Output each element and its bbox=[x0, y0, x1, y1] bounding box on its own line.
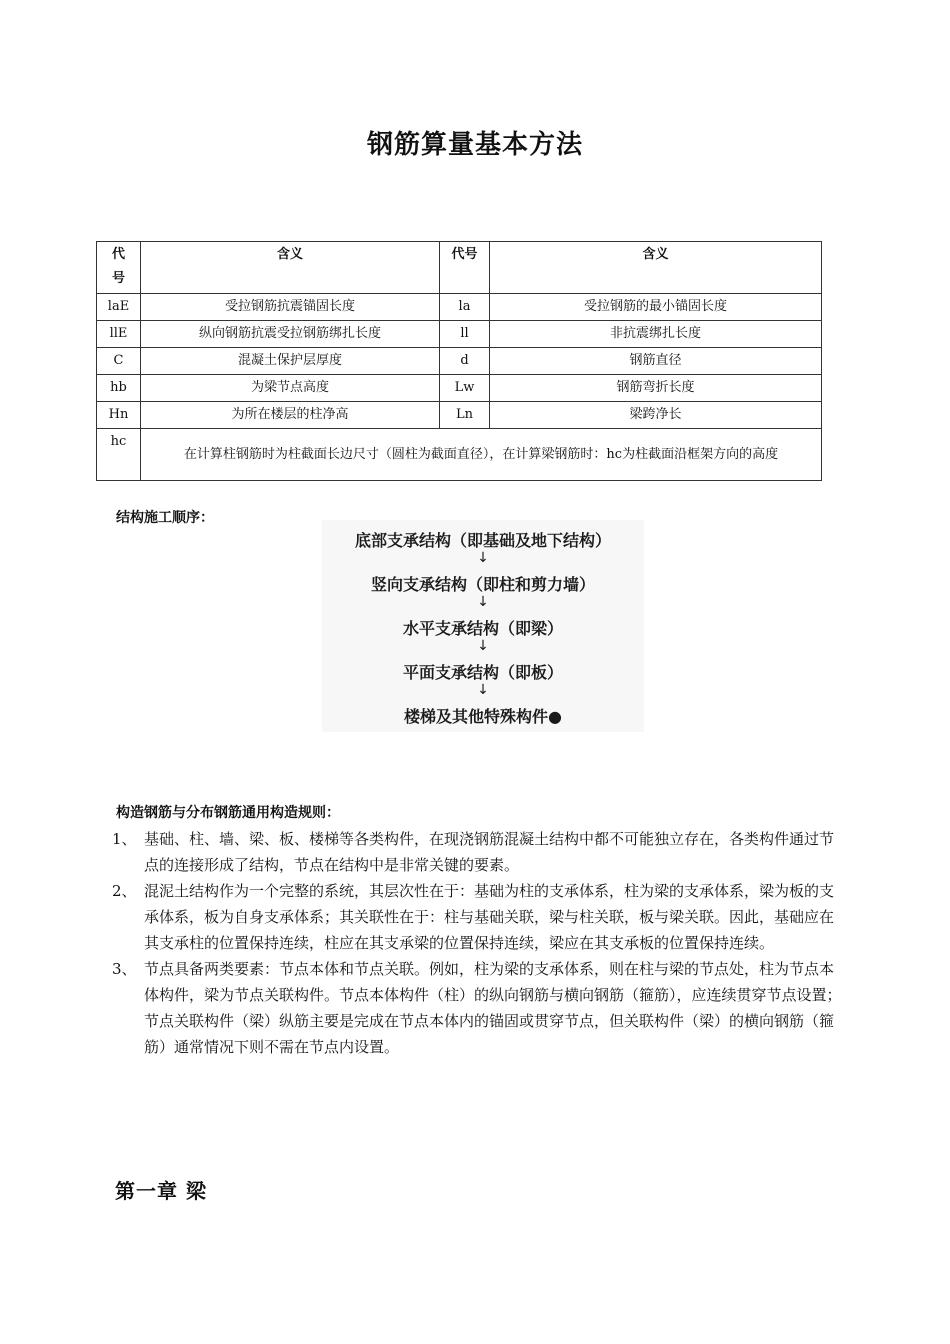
down-arrow-icon: ↓ bbox=[477, 638, 489, 654]
flow-step: 底部支承结构（即基础及地下结构） bbox=[354, 531, 611, 550]
rules-heading: 构造钢筋与分布钢筋通用构造规则： bbox=[116, 805, 340, 821]
cell-meaning: 纵向钢筋抗震受拉钢筋绑扎长度 bbox=[141, 321, 440, 348]
cell-code: llE bbox=[97, 321, 141, 348]
list-item-text: 混泥土结构作为一个完整的系统，其层次性在于：基础为柱的支承体系，柱为梁的支承体系，梁为板的支承体系，板为自身支承体系；其关联性在于：柱与基础关联，梁与柱关联，板与梁关联。因此，基础应在其支承柱的位置保持连续，柱应在其支承梁的位置保持连续，梁应在其支承板的位置保持连续。 bbox=[144, 882, 835, 952]
header-code-2: 代号 bbox=[440, 242, 490, 294]
header-meaning-2: 含义 bbox=[490, 242, 822, 294]
table-row bbox=[97, 429, 822, 481]
cell-code: C bbox=[97, 348, 141, 375]
flow-step: 竖向支承结构（即柱和剪力墙） bbox=[370, 575, 595, 594]
cell-meaning: 为所在楼层的柱净高 bbox=[141, 402, 440, 429]
cell-code: d bbox=[440, 348, 490, 375]
cell-meaning: 钢筋直径 bbox=[490, 348, 822, 375]
cell-code: Lw bbox=[440, 375, 490, 402]
cell-code: Hn bbox=[97, 402, 141, 429]
table-row bbox=[97, 321, 822, 348]
cell-meaning: 受拉钢筋的最小锚固长度 bbox=[490, 294, 822, 321]
down-arrow-icon: ↓ bbox=[477, 550, 489, 566]
table-row bbox=[97, 402, 822, 429]
header-meaning-1: 含义 bbox=[141, 242, 440, 294]
table-row bbox=[97, 348, 822, 375]
cell-meaning: 非抗震绑扎长度 bbox=[490, 321, 822, 348]
cell-code: ll bbox=[440, 321, 490, 348]
list-item bbox=[112, 878, 842, 956]
table-row bbox=[97, 375, 822, 402]
symbol-table bbox=[96, 241, 822, 481]
list-item-text: 基础、柱、墙、梁、板、楼梯等各类构件，在现浇钢筋混凝土结构中都不可能独立存在，各类构件通过节点的连接形成了结构，节点在结构中是非常关键的要素。 bbox=[144, 830, 835, 874]
header-code-1: 代号 bbox=[97, 242, 141, 294]
cell-code: Ln bbox=[440, 402, 490, 429]
flow-step: 平面支承结构（即板） bbox=[402, 663, 563, 682]
cell-meaning: 为梁节点高度 bbox=[141, 375, 440, 402]
flow-step: 楼梯及其他特殊构件● bbox=[404, 707, 562, 726]
list-item-number: 1、 bbox=[112, 830, 137, 848]
cell-code: hc bbox=[97, 429, 141, 481]
chapter-heading: 第一章 梁 bbox=[115, 1179, 207, 1203]
list-item bbox=[112, 956, 842, 1060]
rules-list bbox=[112, 826, 842, 1060]
cell-meaning-wide: 在计算柱钢筋时为柱截面长边尺寸（圆柱为截面直径），在计算梁钢筋时：hc为柱截面沿框架方向的高度 bbox=[141, 429, 822, 481]
flow-step: 水平支承结构（即梁） bbox=[402, 619, 563, 638]
document-title: 钢筋算量基本方法 bbox=[366, 130, 583, 160]
table-header-row bbox=[97, 242, 822, 294]
down-arrow-icon: ↓ bbox=[477, 682, 489, 698]
cell-code: hb bbox=[97, 375, 141, 402]
table-row bbox=[97, 294, 822, 321]
cell-meaning: 钢筋弯折长度 bbox=[490, 375, 822, 402]
construction-flowchart bbox=[322, 520, 644, 732]
cell-meaning: 混凝土保护层厚度 bbox=[141, 348, 440, 375]
cell-meaning: 受拉钢筋抗震锚固长度 bbox=[141, 294, 440, 321]
down-arrow-icon: ↓ bbox=[477, 594, 489, 610]
list-item-number: 3、 bbox=[112, 960, 137, 978]
list-item-number: 2、 bbox=[112, 882, 137, 900]
cell-code: laE bbox=[97, 294, 141, 321]
cell-code: la bbox=[440, 294, 490, 321]
cell-meaning: 梁跨净长 bbox=[490, 402, 822, 429]
list-item-text: 节点具备两类要素：节点本体和节点关联。例如，柱为梁的支承体系，则在柱与梁的节点处，柱为节点本体构件，梁为节点关联构件。节点本体构件（柱）的纵向钢筋与横向钢筋（箍筋），应连续贯穿节点设置；节点关联构件（梁）纵筋主要是完成在节点本体内的锚固或贯穿节点，但关联构件（梁）的横向钢筋（箍筋）通常情况下则不需在节点内设置。 bbox=[144, 960, 842, 1056]
construction-order-heading: 结构施工顺序： bbox=[116, 510, 214, 526]
list-item bbox=[112, 826, 842, 878]
